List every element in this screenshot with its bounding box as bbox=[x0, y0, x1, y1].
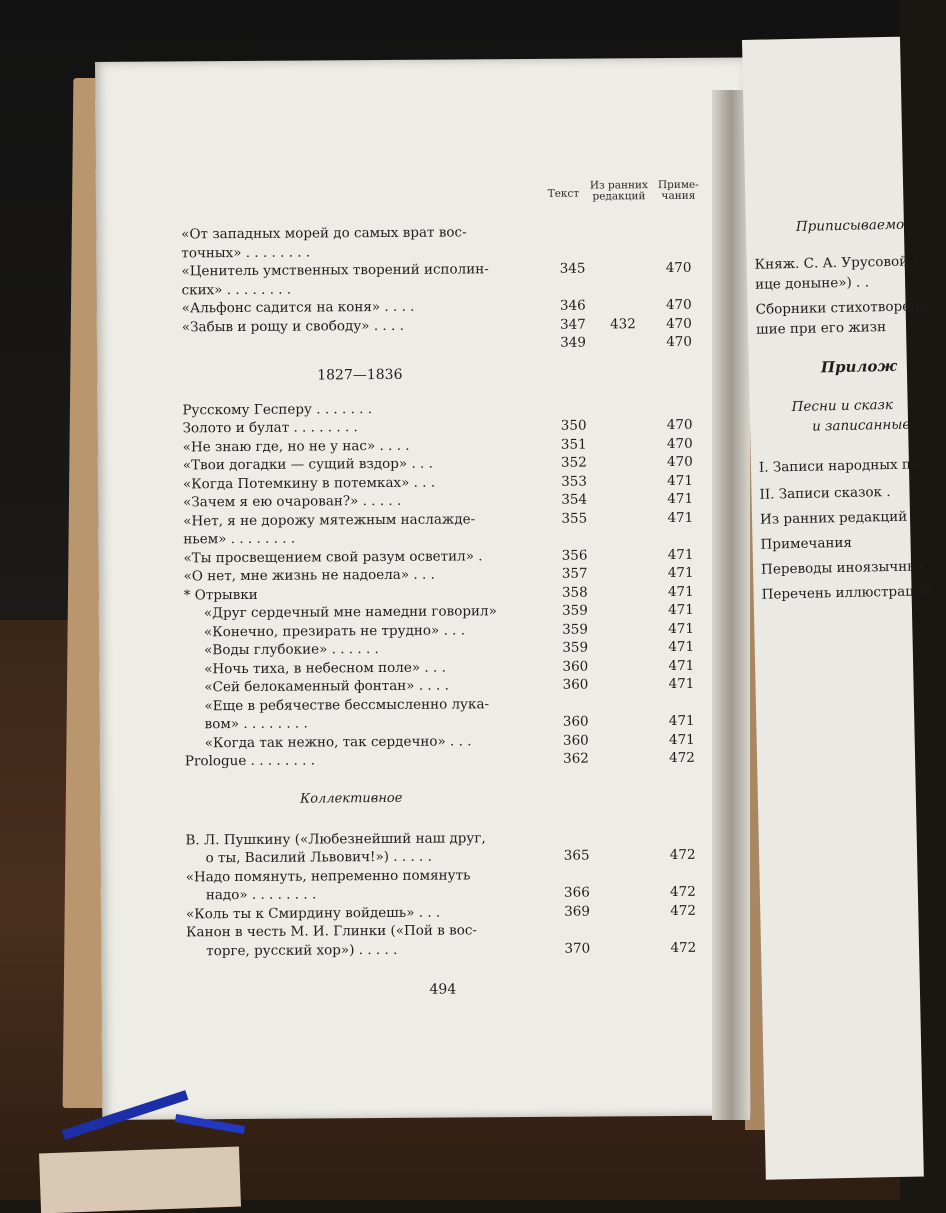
page-notes: 472 bbox=[669, 883, 696, 901]
page-notes: 470 bbox=[666, 453, 693, 471]
toc-title: вом» . . . . . . . . bbox=[204, 715, 308, 733]
page-notes: 471 bbox=[667, 509, 694, 526]
page-text: 352 bbox=[560, 454, 587, 471]
column-headers bbox=[541, 178, 706, 219]
toc-title: «Коль ты к Смирдину войдешь» . . . bbox=[185, 904, 441, 922]
page-notes: 471 bbox=[668, 620, 695, 637]
toc-title: Канон в честь М. И. Глинки («Пой в вос- bbox=[186, 922, 477, 941]
toc-title: «Твои догадки — сущий вздор» . . . bbox=[182, 455, 433, 474]
toc-title: * Отрывки bbox=[183, 586, 258, 603]
page-notes: 470 bbox=[666, 315, 692, 332]
left-page bbox=[95, 57, 750, 1119]
section-year: 1827—1836 bbox=[317, 366, 403, 383]
page-notes: 471 bbox=[668, 712, 695, 730]
right-page-line: Переводы иноязычных bbox=[760, 558, 926, 578]
page-notes: 470 bbox=[665, 259, 692, 277]
right-page-line: шие при его жизн bbox=[755, 319, 887, 338]
page-notes: 470 bbox=[666, 333, 693, 351]
toc-title: «Альфонс садится на коня» . . . . bbox=[181, 298, 415, 317]
toc-row bbox=[185, 749, 705, 771]
toc-title: «Не знаю где, но не у нас» . . . . bbox=[182, 437, 410, 455]
page-notes: 471 bbox=[668, 675, 695, 693]
toc-row bbox=[186, 938, 706, 960]
right-page-line: Прилож bbox=[820, 356, 898, 377]
page-text: 360 bbox=[562, 676, 589, 693]
page-text: 349 bbox=[560, 334, 587, 351]
toc-title: «Ценитель умственных творений исполин- bbox=[181, 261, 489, 280]
page-text: 347 bbox=[560, 316, 586, 333]
page-text: 359 bbox=[562, 639, 589, 656]
toc-title: «Ты просвещением свой разум осветил» . bbox=[183, 547, 483, 566]
toc-title: «Когда Потемкину в потемках» . . . bbox=[182, 474, 436, 492]
page-text: 359 bbox=[562, 621, 589, 638]
section-title: Коллективное bbox=[300, 790, 403, 807]
toc-title: «От западных морей до самых врат вос- bbox=[181, 224, 467, 243]
right-page-line: Песни и сказк bbox=[791, 396, 894, 416]
right-page-line: ице донынe») . . bbox=[754, 274, 870, 293]
page-notes: 471 bbox=[667, 583, 694, 600]
page-text: 360 bbox=[562, 658, 589, 675]
page-notes: 470 bbox=[666, 435, 693, 452]
toc-title: Русскому Гесперу . . . . . . . bbox=[182, 400, 373, 418]
page-text: 366 bbox=[563, 884, 590, 901]
page-text: 362 bbox=[563, 750, 589, 767]
toc-title: о ты, Василий Львович!») . . . . . bbox=[205, 848, 432, 867]
page-notes: 470 bbox=[666, 416, 693, 434]
toc-title: «Воды глубокие» . . . . . . bbox=[204, 641, 379, 659]
toc-title: «Когда так нежно, так сердечно» . . . bbox=[204, 732, 472, 751]
page-notes: 472 bbox=[670, 902, 696, 919]
page-text: 356 bbox=[561, 547, 588, 564]
col-head-text: Текст bbox=[547, 187, 580, 200]
page-text: 354 bbox=[561, 491, 588, 508]
toc-title: «Сей белокаменный фонтан» . . . . bbox=[204, 677, 449, 696]
toc-title: ньем» . . . . . . . . bbox=[183, 530, 296, 548]
page-notes: 471 bbox=[668, 657, 695, 674]
toc-title: «Ночь тиха, в небесном поле» . . . bbox=[204, 659, 446, 677]
col-head-notes: Приме- чания bbox=[657, 178, 699, 203]
page-notes: 472 bbox=[669, 846, 696, 864]
page-text: 353 bbox=[561, 473, 587, 490]
toc-title: «Друг сердечный мне намедни говорил» bbox=[203, 603, 497, 622]
right-page-line: II. Записи сказок . bbox=[759, 483, 891, 503]
toc-title: торге, русский хор») . . . . . bbox=[206, 941, 398, 959]
page-text: 360 bbox=[562, 732, 589, 749]
book-gutter bbox=[712, 90, 750, 1120]
page-notes: 471 bbox=[667, 564, 694, 582]
toc-title: Prologue . . . . . . . . bbox=[184, 752, 316, 770]
page-notes: 471 bbox=[668, 601, 694, 619]
toc-title: «Надо помянуть, непременно помянуть bbox=[185, 866, 471, 885]
right-page-line: Из ранних редакций bbox=[759, 508, 908, 528]
toc-title: «О нет, мне жизнь не надоела» . . . bbox=[183, 566, 435, 585]
page-number: 494 bbox=[429, 981, 457, 998]
page-text: 346 bbox=[559, 297, 586, 314]
toc-row bbox=[182, 333, 702, 355]
toc-title: «Конечно, презирать не трудно» . . . bbox=[203, 621, 466, 640]
page-text: 365 bbox=[563, 847, 590, 864]
right-page bbox=[742, 37, 933, 1180]
card-under-book bbox=[39, 1147, 241, 1213]
toc-title: Золото и булат . . . . . . . . bbox=[182, 419, 358, 437]
page-notes: 471 bbox=[668, 731, 695, 748]
right-page-line: Перечень иллюстраций bbox=[761, 583, 933, 603]
page-text: 358 bbox=[561, 584, 588, 601]
page-text: 369 bbox=[564, 903, 590, 920]
right-page-line: и записанные bbox=[811, 416, 911, 435]
toc-title: «Нет, я не дорожу мятежным наслажде- bbox=[183, 510, 476, 529]
page-early: 432 bbox=[610, 315, 636, 332]
right-page-line: I. Записи народных пе bbox=[758, 456, 920, 476]
page-notes: 471 bbox=[667, 546, 694, 563]
page-text: 351 bbox=[560, 436, 587, 453]
page-notes: 470 bbox=[665, 296, 692, 314]
page-text: 355 bbox=[561, 510, 588, 527]
page-text: 360 bbox=[562, 713, 589, 730]
toc-title: надо» . . . . . . . . bbox=[205, 886, 317, 904]
toc-title: В. Л. Пушкину («Любезнейший наш друг, bbox=[185, 829, 486, 848]
right-page-line: Примечания bbox=[760, 534, 853, 553]
right-page-line: Сборники стихотворени bbox=[755, 298, 929, 318]
page-notes: 471 bbox=[667, 472, 693, 489]
contents-table bbox=[181, 178, 701, 998]
right-page-line: Княж. С. А. Урусовой ( bbox=[754, 253, 918, 273]
page-text: 359 bbox=[562, 602, 588, 619]
page-notes: 472 bbox=[670, 939, 697, 956]
page-notes: 472 bbox=[669, 749, 695, 767]
col-head-early: Из ранних редакций bbox=[589, 179, 648, 203]
toc-title: «Зачем я ею очарован?» . . . . . bbox=[183, 492, 402, 511]
page-text: 370 bbox=[564, 940, 591, 957]
toc-title: ских» . . . . . . . . bbox=[181, 281, 292, 298]
toc-title: «Забыв и рощу и свободу» . . . . bbox=[181, 317, 404, 335]
page-notes: 471 bbox=[668, 638, 695, 656]
page-text: 357 bbox=[561, 565, 588, 582]
toc-title: «Еще в ребячестве бессмысленно лука- bbox=[204, 695, 490, 714]
page-text: 345 bbox=[559, 260, 586, 277]
toc-title: точных» . . . . . . . . bbox=[181, 244, 311, 261]
page-text: 350 bbox=[560, 417, 587, 434]
right-page-line: Приписываемо bbox=[795, 216, 905, 235]
page-notes: 471 bbox=[667, 490, 694, 508]
